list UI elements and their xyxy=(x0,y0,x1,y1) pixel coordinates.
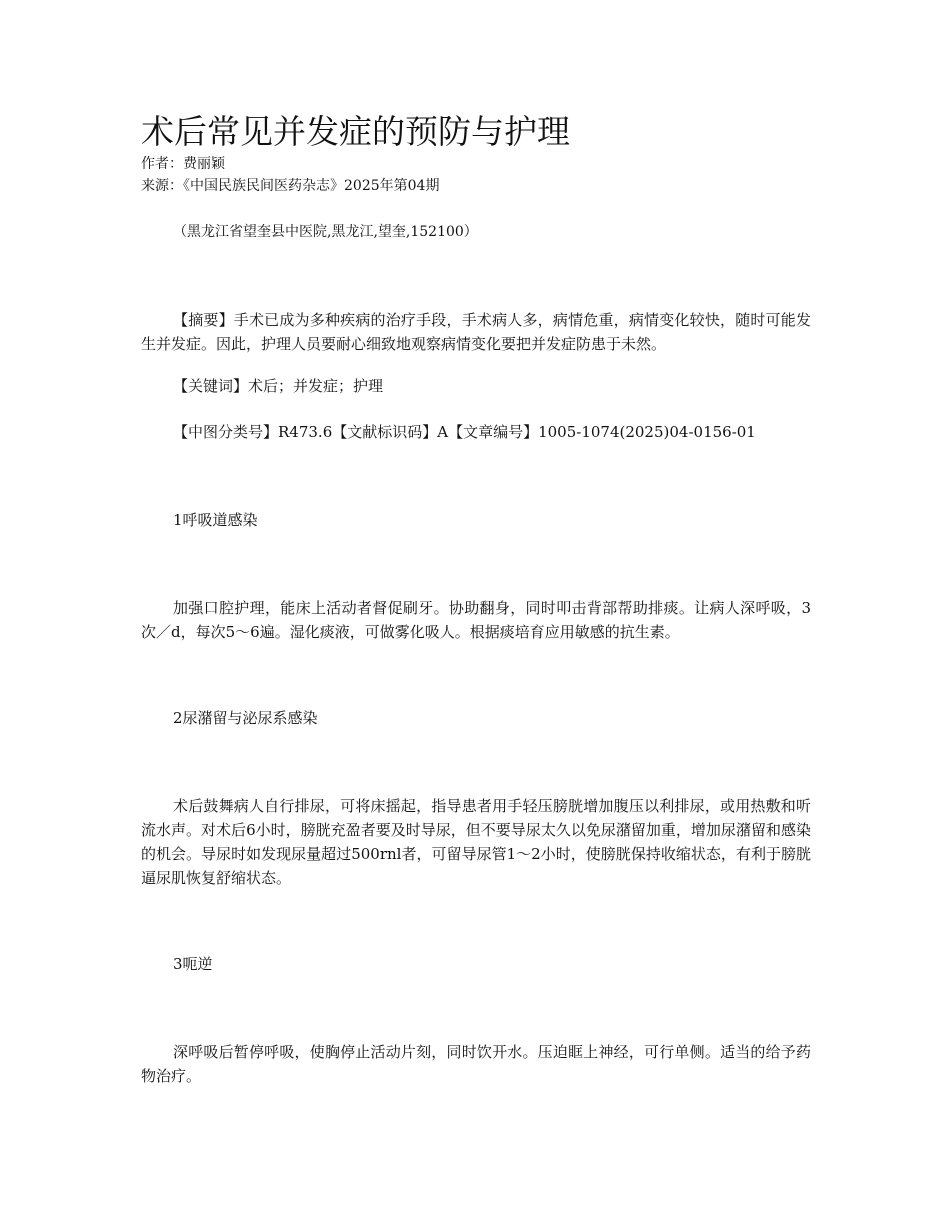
section-body: 深呼吸后暂停呼吸，使胸停止活动片刻，同时饮开水。压迫眶上神经，可行单侧。适当的给予药物治疗。 xyxy=(141,1043,811,1085)
source-line: 来源：《中国民族民间医药杂志》2025年第04期 xyxy=(141,178,440,194)
abstract-paragraph: 【摘要】手术已成为多种疾病的治疗手段，手术病人多，病情危重，病情变化较快，随时可能发生并发症。因此，护理人员要耐心细致地观察病情变化要把并发症防患于未然。 xyxy=(141,311,811,353)
section-body: 术后鼓舞病人自行排尿，可将床摇起，指导患者用手轻压膀胱增加腹压以利排尿，或用热敷和听流水声。对术后6小时，膀胱充盈者要及时导尿，但不要导尿太久以免尿潴留加重，增加尿潴留和感染的机会。导尿时如发现尿量超过500rnl者，可留导尿管1～2小时，使膀胱保持收缩状态，有利于膀胱逼尿肌恢复舒缩状态。 xyxy=(141,797,811,887)
section-heading: 3呃逆 xyxy=(173,955,213,973)
keywords-paragraph: 【关键词】术后；并发症；护理 xyxy=(173,377,384,395)
classification-paragraph: 【中图分类号】R473.6【文献标识码】A【文章编号】1005-1074(2025)04-0156-01 xyxy=(173,423,756,441)
article-title: 术后常见并发症的预防与护理 xyxy=(141,112,570,151)
section-body: 加强口腔护理，能床上活动者督促刷牙。协助翻身，同时叩击背部帮助排痰。让病人深呼吸，3次／d，每次5～6遍。湿化痰液，可做雾化吸人。根据痰培育应用敏感的抗生素。 xyxy=(141,599,811,641)
affiliation-line: （黑龙江省望奎县中医院,黑龙江,望奎,152100） xyxy=(173,224,478,240)
section-heading: 1呼吸道感染 xyxy=(173,511,258,529)
author-line: 作者：费丽颖 xyxy=(141,156,225,172)
section-heading: 2尿潴留与泌尿系感染 xyxy=(173,709,318,727)
